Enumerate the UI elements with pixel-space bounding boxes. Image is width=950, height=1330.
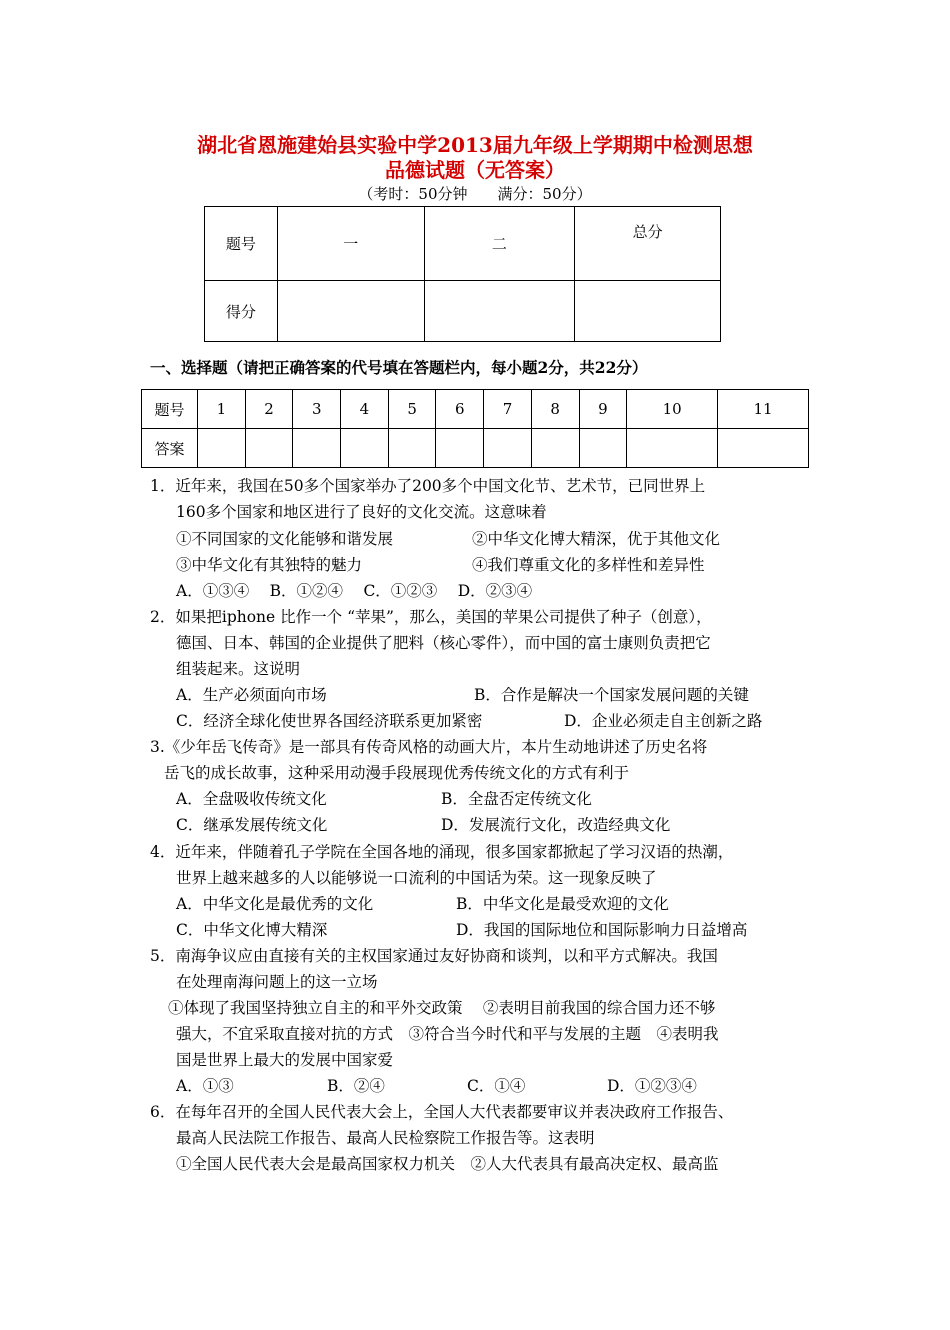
question-text-line: ①不同国家的文化能够和谐发展 bbox=[176, 530, 394, 548]
question-text-line: 岳飞的成长故事，这种采用动漫手段展现优秀传统文化的方式有利于 bbox=[164, 764, 630, 782]
section-1-heading: 一、选择题（请把正确答案的代号填在答题栏内，每小题2分，共22分） bbox=[150, 358, 648, 377]
answer-cell-8[interactable] bbox=[531, 429, 579, 468]
answer-number-3: 3 bbox=[293, 390, 341, 429]
question-text-line: ④我们尊重文化的多样性和差异性 bbox=[472, 556, 705, 574]
question-text-line: 6．在每年召开的全国人民代表大会上，全国人大代表都要审议并表决政府工作报告、 bbox=[150, 1103, 734, 1121]
answer-cell-10[interactable] bbox=[627, 429, 718, 468]
score-header-part2: 二 bbox=[424, 207, 575, 281]
question-text-line: 4．近年来，伴随着孔子学院在全国各地的涌现，很多国家都掀起了学习汉语的热潮， bbox=[150, 843, 734, 861]
answer-cell-2[interactable] bbox=[245, 429, 293, 468]
question-text-line: A．①③ bbox=[176, 1077, 234, 1095]
score-cell-part1[interactable] bbox=[277, 281, 424, 342]
answer-number-6: 6 bbox=[436, 390, 484, 429]
question-text-line: ②中华文化博大精深，优于其他文化 bbox=[472, 530, 721, 548]
question-text-line: 在处理南海问题上的这一立场 bbox=[176, 973, 378, 991]
question-text-line: 最高人民法院工作报告、最高人民检察院工作报告等。这表明 bbox=[176, 1129, 595, 1147]
question-text-line: A．中华文化是最优秀的文化 bbox=[176, 895, 374, 913]
question-text-line: ①全国人民代表大会是最高国家权力机关 ②人大代表具有最高决定权、最高监 bbox=[176, 1155, 719, 1173]
question-text-line: B．②④ bbox=[327, 1077, 385, 1095]
answer-cell-4[interactable] bbox=[341, 429, 389, 468]
question-text-line: A．全盘吸收传统文化 bbox=[176, 790, 327, 808]
question-text-line: B．全盘否定传统文化 bbox=[441, 790, 592, 808]
question-text-line: 国是世界上最大的发展中国家爱 bbox=[176, 1051, 394, 1069]
question-text-line: A．①③④ B．①②④ C．①②③ D．②③④ bbox=[176, 582, 533, 600]
question-text-line: 德国、日本、韩国的企业提供了肥料（核心零件），而中国的富士康则负责把它 bbox=[176, 634, 711, 652]
answer-cell-6[interactable] bbox=[436, 429, 484, 468]
answer-number-9: 9 bbox=[579, 390, 627, 429]
answer-number-2: 2 bbox=[245, 390, 293, 429]
question-text-line: 组装起来。这说明 bbox=[176, 660, 301, 678]
answer-header-label: 题号 bbox=[142, 390, 198, 429]
title-line-1: 湖北省恩施建始县实验中学2013届九年级上学期期中检测思想 bbox=[197, 133, 753, 157]
score-table bbox=[204, 206, 721, 342]
question-text-line: D．发展流行文化，改造经典文化 bbox=[441, 816, 671, 834]
question-text-line: D．我国的国际地位和国际影响力日益增高 bbox=[456, 921, 748, 939]
question-text-line: B．合作是解决一个国家发展问题的关键 bbox=[474, 686, 749, 704]
question-text-line: ①体现了我国坚持独立自主的和平外交政策 ②表明目前我国的综合国力还不够 bbox=[168, 999, 716, 1017]
answer-cell-11[interactable] bbox=[718, 429, 809, 468]
answer-table bbox=[141, 389, 809, 468]
answer-number-10: 10 bbox=[627, 390, 718, 429]
question-text-line: C．①④ bbox=[467, 1077, 526, 1095]
score-header-part1: 一 bbox=[277, 207, 424, 281]
answer-cell-7[interactable] bbox=[484, 429, 532, 468]
question-text-line: 160多个国家和地区进行了良好的文化交流。这意味着 bbox=[176, 503, 547, 521]
question-text-line: D．企业必须走自主创新之路 bbox=[564, 712, 763, 730]
question-text-line: 2．如果把iphone 比作一个 “苹果”，那么，美国的苹果公司提供了种子（创意）， bbox=[150, 608, 712, 626]
question-text-line: A．生产必须面向市场 bbox=[176, 686, 327, 704]
question-text-line: 5．南海争议应由直接有关的主权国家通过友好协商和谈判，以和平方式解决。我国 bbox=[150, 947, 718, 965]
score-cell-total[interactable] bbox=[575, 281, 721, 342]
score-header-number: 题号 bbox=[205, 207, 278, 281]
question-text-line: D．①②③④ bbox=[607, 1077, 697, 1095]
question-text-line: ③中华文化有其独特的魅力 bbox=[176, 556, 363, 574]
answer-number-4: 4 bbox=[341, 390, 389, 429]
question-text-line: 3.《少年岳飞传奇》是一部具有传奇风格的动画大片，本片生动地讲述了历史名将 bbox=[150, 738, 708, 756]
question-text-line: 世界上越来越多的人以能够说一口流利的中国话为荣。这一现象反映了 bbox=[176, 869, 657, 887]
answer-row-label: 答案 bbox=[142, 429, 198, 468]
answer-cell-5[interactable] bbox=[388, 429, 436, 468]
exam-subtitle: （考时：50分钟 满分：50分） bbox=[358, 185, 592, 203]
question-text-line: C．经济全球化使世界各国经济联系更加紧密 bbox=[176, 712, 483, 730]
question-text-line: C．中华文化博大精深 bbox=[176, 921, 328, 939]
answer-number-1: 1 bbox=[198, 390, 246, 429]
answer-cell-3[interactable] bbox=[293, 429, 341, 468]
answer-number-11: 11 bbox=[718, 390, 809, 429]
answer-cell-9[interactable] bbox=[579, 429, 627, 468]
answer-number-8: 8 bbox=[531, 390, 579, 429]
question-text-line: C．继承发展传统文化 bbox=[176, 816, 328, 834]
title-line-2: 品德试题（无答案） bbox=[385, 158, 565, 182]
question-text-line: 强大，不宜采取直接对抗的方式 ③符合当今时代和平与发展的主题 ④表明我 bbox=[176, 1025, 719, 1043]
score-cell-part2[interactable] bbox=[424, 281, 575, 342]
question-text-line: B．中华文化是最受欢迎的文化 bbox=[456, 895, 669, 913]
question-text-line: 1．近年来，我国在50多个国家举办了200多个中国文化节、艺术节，已同世界上 bbox=[150, 477, 706, 495]
answer-number-5: 5 bbox=[388, 390, 436, 429]
score-header-total: 总分 bbox=[575, 207, 721, 281]
answer-number-7: 7 bbox=[484, 390, 532, 429]
score-row-label: 得分 bbox=[205, 281, 278, 342]
answer-cell-1[interactable] bbox=[198, 429, 246, 468]
